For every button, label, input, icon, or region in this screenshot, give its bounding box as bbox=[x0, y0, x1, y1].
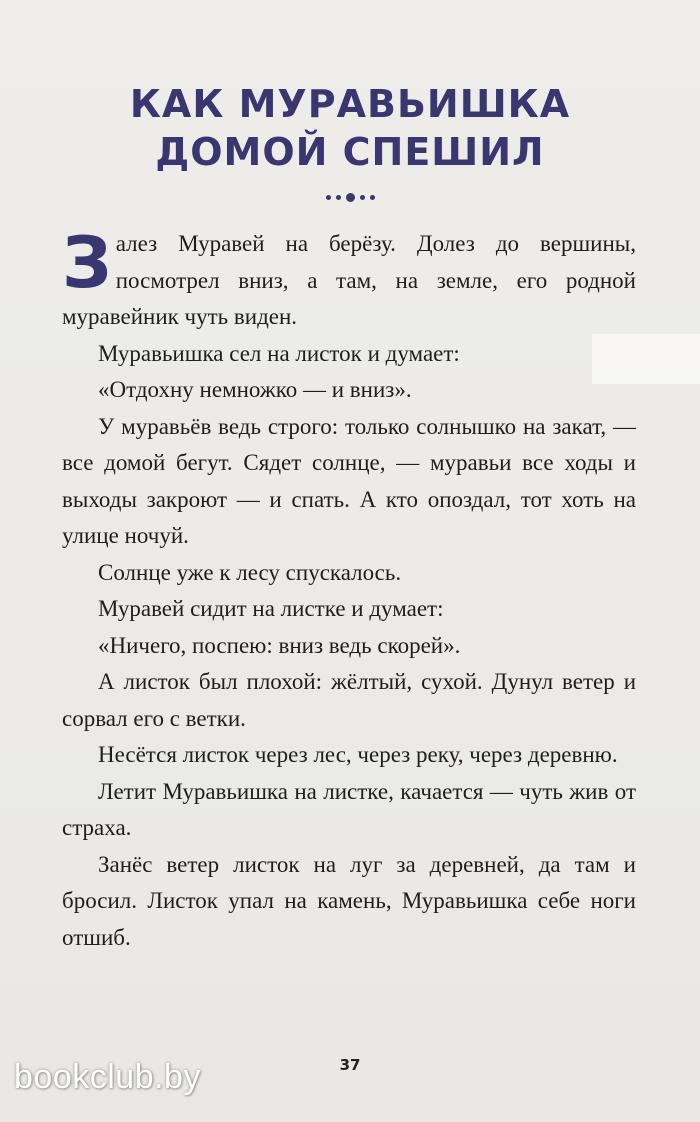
paragraph: Солнце уже к лесу спускалось. bbox=[98, 559, 402, 585]
title-ornament bbox=[0, 190, 700, 204]
paragraph: Муравей сидит на листке и думает: bbox=[98, 596, 444, 621]
paragraph: «Отдохну немножко — и вниз». bbox=[98, 377, 412, 402]
ornament-dot-center bbox=[346, 193, 355, 202]
paragraph: «Ничего, поспею: вниз ведь скорей». bbox=[98, 632, 461, 658]
chapter-title-line-1: КАК МУРАВЬИШКА bbox=[129, 82, 571, 126]
paragraph: Муравьишка сел на листок и думает: bbox=[98, 340, 460, 366]
ornament-dot bbox=[326, 195, 331, 200]
story-text bbox=[62, 222, 636, 956]
ornament-dot bbox=[360, 195, 365, 200]
paragraph: У муравьёв ведь строго: только солнышко на закат, — все домой бегут. Сядет солнце, — муравьи все ходы и выходы закроют — и спать. А кто опоздал, тот хоть на улице ночуй. bbox=[62, 413, 636, 548]
paragraph-text: алез Муравей на берёзу. Долез до вершины, посмотрел вниз, а там, на земле, его родной муравейник чуть виден. bbox=[62, 231, 636, 329]
paragraph bbox=[62, 222, 636, 336]
page-number: 37 bbox=[339, 1056, 361, 1074]
drop-cap: З bbox=[62, 222, 112, 304]
chapter-title-line-2: ДОМОЙ СПЕШИЛ bbox=[155, 130, 545, 174]
site-watermark: bookclub.by bbox=[14, 1058, 201, 1096]
paper-glare bbox=[592, 334, 700, 384]
paragraph: Несётся листок через лес, через реку, через деревню. bbox=[98, 742, 618, 767]
paragraph: Летит Муравьишка на листке, качается — чуть жив от страха. bbox=[62, 778, 636, 840]
paragraph: Занёс ветер листок на луг за деревней, да там и бросил. Листок упал на камень, Муравьишка себе ноги отшиб. bbox=[62, 851, 636, 950]
paragraph: А листок был плохой: жёлтый, сухой. Дунул ветер и сорвал его с ветки. bbox=[62, 669, 636, 731]
ornament-dot bbox=[370, 195, 375, 200]
ornament-dot bbox=[336, 195, 341, 200]
